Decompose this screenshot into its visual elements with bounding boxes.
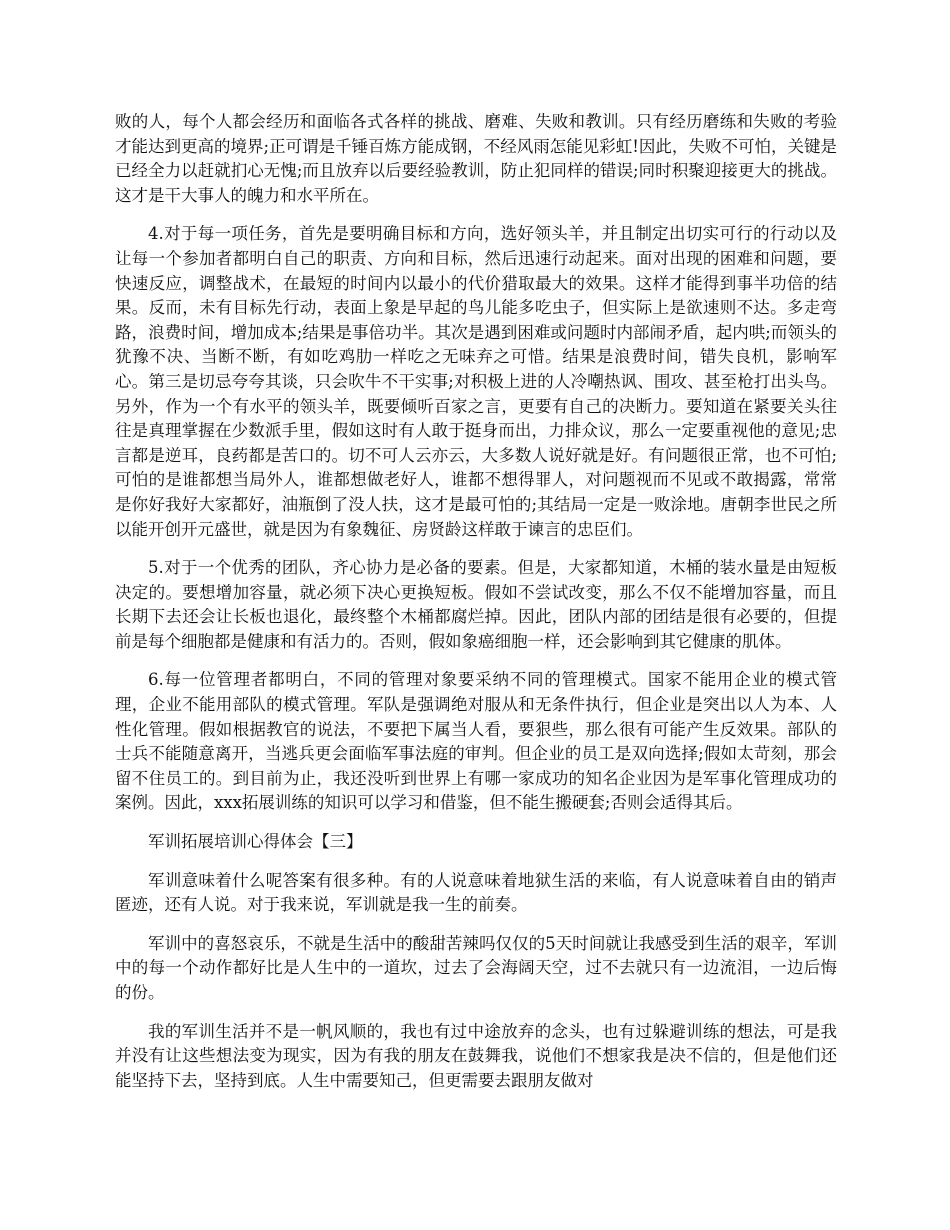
paragraph: 军训意味着什么呢答案有很多种。有的人说意味着地狱生活的来临，有人说意味着自由的销声匿迹，还有人说。对于我来说，军训就是我一生的前奏。: [115, 870, 837, 915]
paragraph: 我的军训生活并不是一帆风顺的，我也有过中途放弃的念头，也有过躲避训练的想法，可是我并没有让这些想法变为现实，因为有我的朋友在鼓舞我，说他们不想家我是决不信的，但是他们还能坚持下去，坚持到底。人生中需要知己，但更需要去跟朋友做对: [115, 1021, 837, 1090]
paragraph-item-4: 4.对于每一项任务，首先是要明确目标和方向，选好领头羊，并且制定出切实可行的行动以及让每一个参加者都明白自己的职责、方向和目标，然后迅速行动起来。面对出现的困难和问题，要快速反应，调整战术，在最短的时间内以最小的代价猎取最大的效果。这样才能得到事半功倍的结果。反而，未有目标先行动，表面上象是早起的鸟儿能多吃虫子，但实际上是欲速则不达。多走弯路，浪费时间，增加成本;结果是事倍功半。其次是遇到困难或问题时内部闹矛盾，起内哄;而领头的犹豫不决、当断不断，有如吃鸡肋一样吃之无味弃之可惜。结果是浪费时间，错失良机，影响军心。第三是切忌夸夸其谈，只会吹牛不干实事;对积极上进的人冷嘲热讽、围攻、甚至枪打出头鸟。另外，作为一个有水平的领头羊，既要倾听百家之言，更要有自己的决断力。要知道在紧要关头往往是真理掌握在少数派手里，假如这时有人敢于挺身而出，力排众议，那么一定要重视他的意见;忠言都是逆耳，良药都是苦口的。切不可人云亦云，大多数人说好就是好。有问题很正常，也不可怕;可怕的是谁都想当局外人，谁都想做老好人，谁都不想得罪人，对问题视而不见或不敢揭露，常常是你好我好大家都好，油瓶倒了没人扶，这才是最可怕的;其结局一定是一败涂地。唐朝李世民之所以能开创开元盛世，就是因为有象魏征、房贤龄这样敢于谏言的忠臣们。: [115, 224, 837, 539]
document-body: [115, 110, 837, 1107]
section-heading: 军训拓展培训心得体会【三】: [148, 832, 363, 852]
paragraph-item-6: 6.每一位管理者都明白，不同的管理对象要采纳不同的管理模式。国家不能用企业的模式管理，企业不能用部队的模式管理。军队是强调绝对服从和无条件执行，但企业是突出以人为本、人性化管理。假如根据教官的说法，不要把下属当人看，要狠些，那么很有可能产生反效果。部队的士兵不能随意离开，当逃兵更会面临军事法庭的审判。但企业的员工是双向选择;假如太苛刻，那会留不住员工的。到目前为止，我还没听到世界上有哪一家成功的知名企业因为是军事化管理成功的案例。因此，xxx拓展训练的知识可以学习和借鉴，但不能生搬硬套;否则会适得其后。: [115, 670, 837, 813]
paragraph: 败的人，每个人都会经历和面临各式各样的挑战、磨难、失败和教训。只有经历磨练和失败的考验才能达到更高的境界;正可谓是千锤百炼方能成钢，不经风雨怎能见彩虹!因此，失败不可怕，关键是已经全力以赶就扪心无愧;而且放弃以后要经验教训，防止犯同样的错误;同时积聚迎接更大的挑战。这才是干大事人的魄力和水平所在。: [115, 112, 837, 205]
paragraph-item-5: 5.对于一个优秀的团队，齐心协力是必备的要素。但是，大家都知道，木桶的装水量是由短板决定的。要想增加容量，就必须下决心更换短板。假如不尝试改变，那么不仅不能增加容量，而且长期下去还会让长板也退化，最终整个木桶都腐烂掉。因此，团队内部的团结是很有必要的，但提前是每个细胞都是健康和有活力的。否则，假如象癌细胞一样，还会影响到其它健康的肌体。: [115, 558, 837, 651]
paragraph: 军训中的喜怒哀乐，不就是生活中的酸甜苦辣吗仅仅的5天时间就让我感受到生活的艰辛，军训中的每一个动作都好比是人生中的一道坎，过去了会海阔天空，过不去就只有一边流泪，一边后悔的份。: [115, 933, 837, 1002]
